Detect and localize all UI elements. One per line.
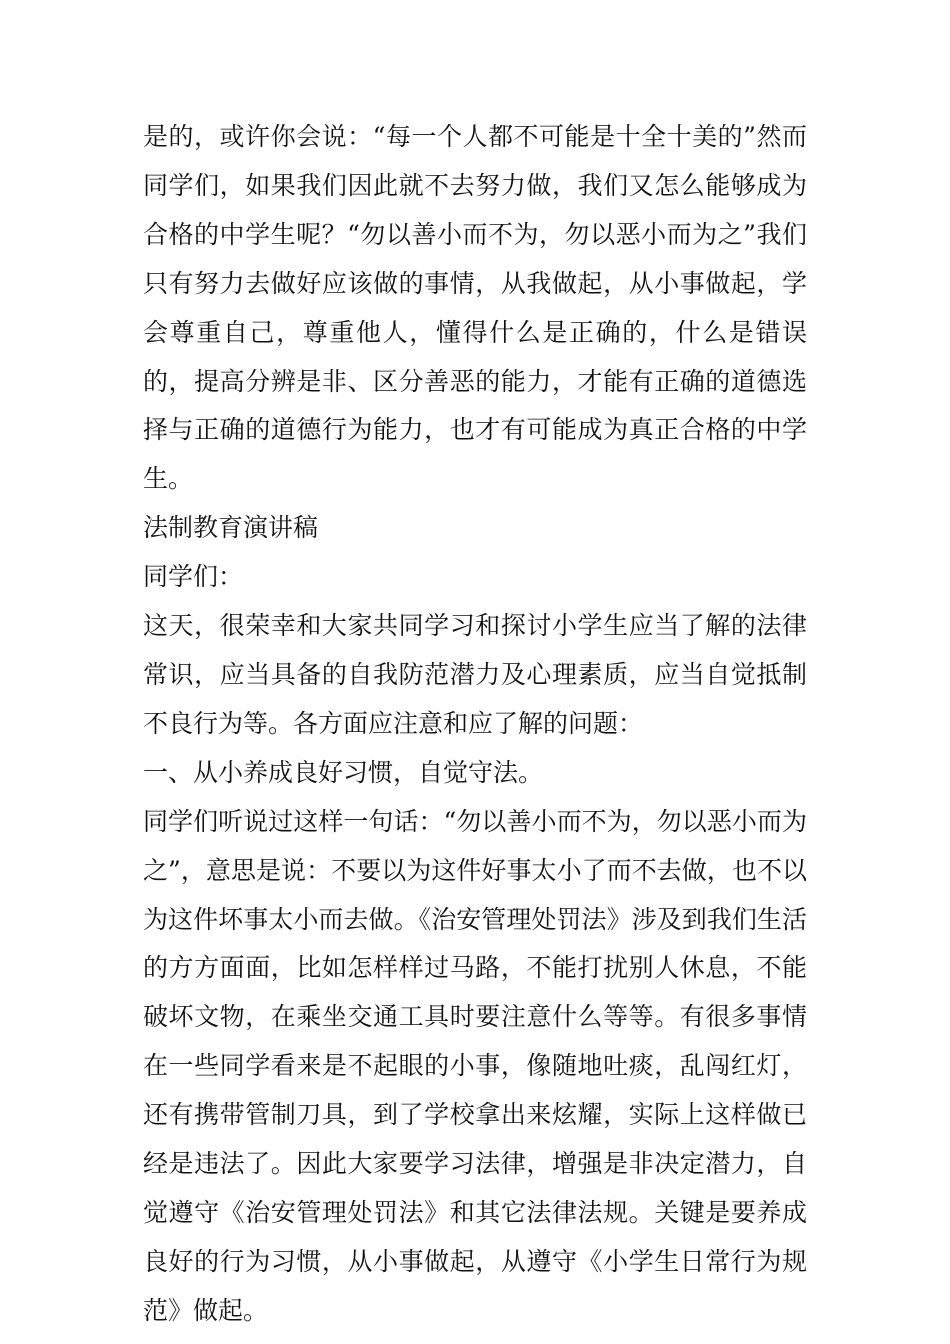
- salutation: 同学们：: [143, 562, 244, 592]
- document-body: [143, 113, 807, 1336]
- paragraph-introduction: 这天，很荣幸和大家共同学习和探讨小学生应当了解的法律常识，应当具备的自我防范潜力及心理素质，应当自觉抵制不良行为等。各方面应注意和应了解的问题：: [143, 611, 807, 738]
- speech-title: 法制教育演讲稿: [143, 513, 319, 543]
- paragraph-closing-remarks: 是的，或许你会说：“每一个人都不可能是十全十美的”然而同学们，如果我们因此就不去努力做，我们又怎么能够成为合格的中学生呢？“勿以善小而不为，勿以恶小而为之”我们只有努力去做好应该做的事情，从我做起，从小事做起，学会尊重自己，尊重他人，懂得什么是正确的，什么是错误的，提高分辨是非、区分善恶的能力，才能有正确的道德选择与正确的道德行为能力，也才有可能成为真正合格的中学生。: [143, 122, 807, 494]
- section-heading-1: 一、从小养成良好习惯，自觉守法。: [143, 757, 544, 787]
- paragraph-section-1: 同学们听说过这样一句话：“勿以善小而不为，勿以恶小而为之”，意思是说：不要以为这件好事太小了而不去做，也不以为这件坏事太小而去做。《治安管理处罚法》涉及到我们生活的方方面面，比如怎样样过马路，不能打扰别人休息，不能破坏文物，在乘坐交通工具时要注意什么等等。有很多事情在一些同学看来是不起眼的小事，像随地吐痰，乱闯红灯，还有携带管制刀具，到了学校拿出来炫耀，实际上这样做已经是违法了。因此大家要学习法律，增强是非决定潜力，自觉遵守《治安管理处罚法》和其它法律法规。关键是要养成良好的行为习惯，从小事做起，从遵守《小学生日常行为规范》做起。: [143, 806, 807, 1325]
